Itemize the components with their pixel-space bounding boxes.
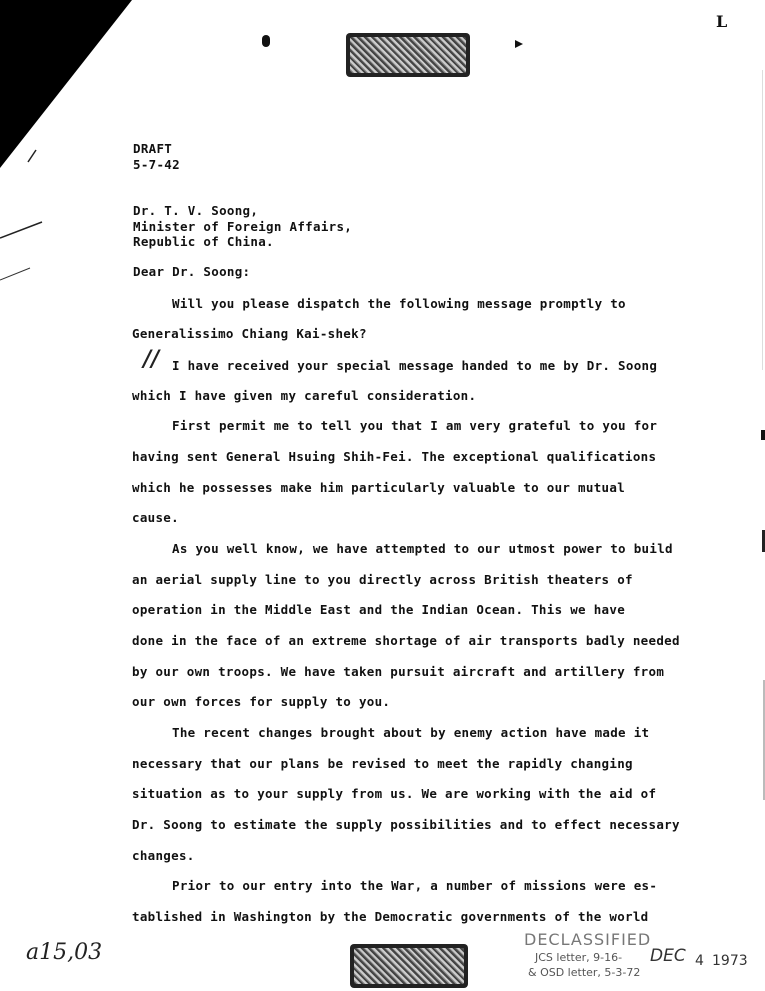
scan-edge-marks: [757, 0, 765, 991]
address-line-2: Minister of Foreign Affairs,: [133, 219, 353, 234]
body-line: having sent General Hsuing Shih-Fei. The exceptional qualifications: [132, 449, 657, 464]
handwritten-quote-mark: //: [143, 346, 160, 372]
body-line: done in the face of an extreme shortage of air transports badly needed: [132, 633, 680, 648]
body-line: which he possesses make him particularly valuable to our mutual: [132, 480, 626, 495]
redaction-block-bottom: [350, 944, 468, 988]
body-line: which I have given my careful consideration.: [132, 388, 477, 403]
body-line: tablished in Washington by the Democratic governments of the world: [132, 909, 649, 924]
body-line: Prior to our entry into the War, a number of missions were es-: [172, 878, 658, 893]
draft-date: 5-7-42: [133, 157, 180, 172]
punch-dot: [262, 35, 270, 47]
redaction-block-top: [346, 33, 470, 77]
body-line: cause.: [132, 510, 179, 525]
salutation: Dear Dr. Soong:: [133, 264, 251, 279]
declassified-date-month: DEC: [650, 946, 686, 966]
body-line: Dr. Soong to estimate the supply possibilities and to effect necessary: [132, 817, 680, 832]
declassified-stamp-line-1: DECLASSIFIED: [524, 930, 652, 949]
body-line: The recent changes brought about by enemy action have made it: [172, 725, 650, 740]
body-line: First permit me to tell you that I am very grateful to you for: [172, 418, 658, 433]
declassified-date-day: 4: [695, 953, 704, 969]
body-line: situation as to your supply from us. We are working with the aid of: [132, 786, 657, 801]
scan-corner-shadow: [0, 0, 140, 300]
body-line: Will you please dispatch the following message promptly to: [172, 296, 626, 311]
body-line: Generalissimo Chiang Kai-shek?: [132, 326, 367, 341]
body-line: our own forces for supply to you.: [132, 694, 391, 709]
declassified-stamp-line-3: & OSD letter, 5-3-72: [528, 966, 641, 979]
draft-label: DRAFT: [133, 141, 173, 156]
body-line: necessary that our plans be revised to meet the rapidly changing: [132, 756, 633, 771]
declassified-date-year: 1973: [712, 953, 748, 969]
body-line: an aerial supply line to you directly across British theaters of: [132, 572, 633, 587]
body-line: I have received your special message handed to me by Dr. Soong: [172, 358, 658, 373]
punch-dot: [515, 40, 523, 48]
corner-mark: L: [716, 12, 728, 31]
body-line: changes.: [132, 848, 195, 863]
body-line: As you well know, we have attempted to our utmost power to build: [172, 541, 673, 556]
address-line-1: Dr. T. V. Soong,: [133, 203, 259, 218]
body-line: operation in the Middle East and the Indian Ocean. This we have: [132, 602, 626, 617]
body-line: by our own troops. We have taken pursuit aircraft and artillery from: [132, 664, 665, 679]
archive-number: a15,03: [26, 940, 103, 965]
address-line-3: Republic of China.: [133, 234, 274, 249]
declassified-stamp-line-2: JCS letter, 9-16-: [535, 951, 623, 964]
